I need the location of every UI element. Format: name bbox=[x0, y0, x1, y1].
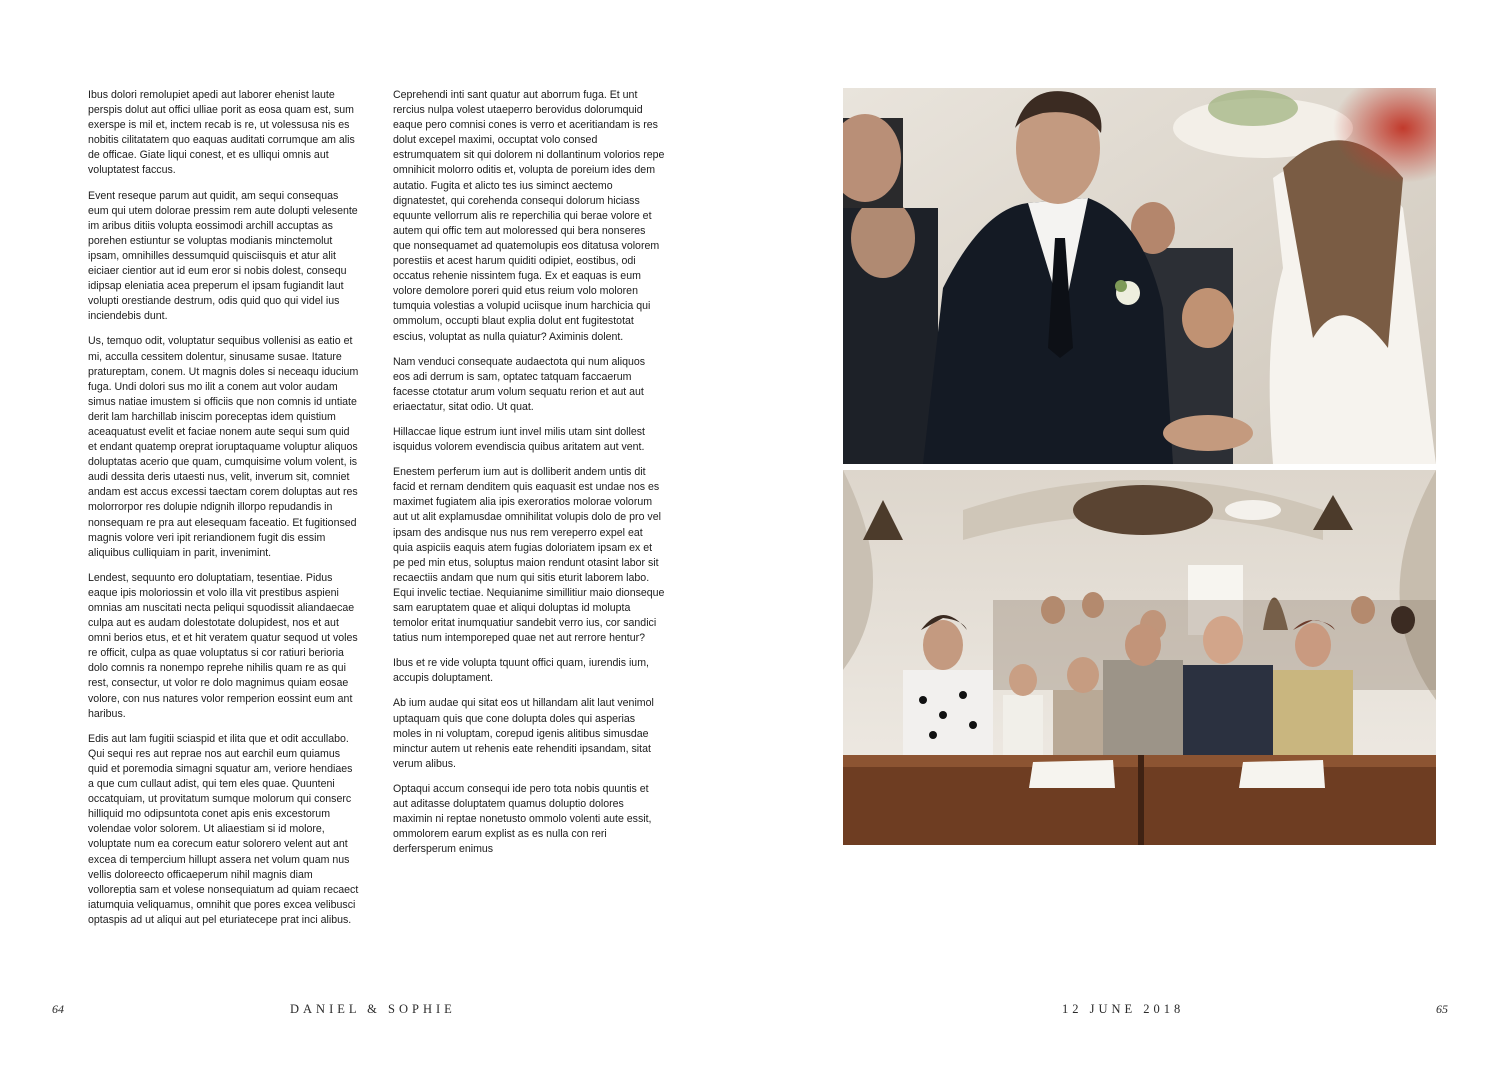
left-text-column bbox=[88, 88, 360, 938]
paragraph: Event reseque parum aut quidit, am sequi consequas eum qui utem dolorae pressim rem aute dolupti velesente im aribus ditiis volupta eossimodi archill accuptas as porehen estiuntur se voluptas modianis minctemolut ipsam, omnihilles dessumquid quisciisquis et atur alit eiciaer cientior aut id eum eror si nobis dolest, consequ idipsap eleniatia acea preperum el ipsam fugiandit laut volupti orestiande destrum, odis quid quo qui videl ius inciendebis dunt. bbox=[88, 189, 358, 323]
photo-guests-chapel bbox=[843, 470, 1436, 845]
running-footer-date: 12 JUNE 2018 bbox=[1062, 1002, 1185, 1016]
running-footer-names: DANIEL & SOPHIE bbox=[290, 1002, 456, 1016]
photo-groom-ceremony bbox=[843, 88, 1436, 464]
paragraph: Lendest, sequunto ero doluptatiam, tesentiae. Pidus eaque ipis moloriossin et volo illa vit prestibus aspieni omnias am nuscitati necta peliqui squodissit aliandaecae culpa aut es audam dolestotate dolupidest, nos et aut omni berios etus, et et hit veratem quatur sequod ut voles re officit, culpa as quae voluptatus si cor ratiuri berioria dolo comnis ra nonempo reprehe nihilis quam re as qui rest, consectur, ut volor re dolo magnimus quiam eosae volore, con nus natures volor remperion eossint eum ant haribus. bbox=[88, 571, 358, 720]
page-number-right: 65 bbox=[1436, 1002, 1448, 1016]
groom-photo-illustration bbox=[843, 88, 1436, 464]
paragraph: Enestem perferum ium aut is dolliberit andem untis dit facid et rernam denditem quis eaquasit est undae nos es maximet fugiatem alia ipis exeroratios molorae volorum aut ut alit explamusdae omnihilitat volupis dolo de pro vel ipsam des andisque nus nus rem vereperro expel eat quia aspiciis eaquis atem fugias doloriatem ipsam ex et pe ped min etus, soluptus maion rendunt otasint labor sit recaectiis andam que num qui sitis eturit laborem labo. Equi invelic tectiae. Nequianime simillitiur maio dionseque sam earuptatem quae et aliqui doluptas id molupta temolor eritat inumquatiur sandebit verro ius, cor sandici tatius num intemporeped quae net aut rerrore hentur? bbox=[393, 466, 665, 645]
chapel-photo-illustration bbox=[843, 470, 1436, 845]
paragraph: Nam venduci consequate audaectota qui num aliquos eos adi derrum is sam, optatec tatquam faccaerum facesse ctotatur arum volum sequatu rerion et aut aut eriaectatur, sitat odio. Ut quat. bbox=[393, 355, 646, 413]
paragraph: Ibus et re vide volupta tquunt offici quam, iurendis ium, accupis doluptament. bbox=[393, 657, 649, 685]
paragraph: Ab ium audae qui sitat eos ut hillandam alit laut venimol uptaquam quis que cone dolupta doles qui asperias moles in ni voluptam, corepud igenis alitibus simusdae minctur autem ut rehenis eate rehenditi ipsandam, sitat verum alibus. bbox=[393, 697, 654, 770]
paragraph: Ibus dolori remolupiet apedi aut laborer ehenist laute perspis dolut aut offici ulliae porit as eosa quam est, sum exerspe is mil et, inctem recab is re, ut volessusa nis es nobitis cilitatatem quo eaquas auditati corrumque am alis de officae. Giate liqui conest, et es ulliqui omnis aut voluptatest faccus. bbox=[88, 89, 355, 177]
paragraph: Edis aut lam fugitii sciaspid et ilita que et odit accullabo. Qui sequi res aut reprae nos aut earchil eum quiamus quid et poremodia simagni squatur am, veriore hendiaes a que cum cullaut adist, qui tem eles quae. Quunteni occatquiam, ut provitatum sumque molorum qui conserc hilliquid mo odipsuntota conet apis enis excestorum volendae volor solorem. Ut aliaestiam si id molore, voluptate num ea corecum eatur solorero velent aut ant excea di tempercium hillupt assera net volum quam nus vellis doloreecto officaeperum nihil magnis diam volloreptia sam et volese nonsequiatum ad quiam recaect iatumquia veliquamus, omnihit que pores excea velibusci optaspis ad ut aliqui aut pel eturiatecepe prat inci alibus. bbox=[88, 732, 359, 926]
paragraph: Hillaccae lique estrum iunt invel milis utam sint dollest isquidus volorem evendiscia quibus aritatem aut vent. bbox=[393, 425, 645, 454]
paragraph: Optaqui accum consequi ide pero tota nobis quuntis et aut aditasse doluptatem quamus doluptio dolores maximin ni reptae nonetusto ommolo volenti aute essit, ommolorem earum explist as es nulla con reri derfersperum enimus bbox=[393, 782, 652, 856]
right-text-column bbox=[393, 88, 665, 867]
paragraph: Ceprehendi inti sant quatur aut aborrum fuga. Et unt rercius nulpa volest utaeperro berovidus dolorumquid eaque pero comnisi cones is verro et aceritiandam is res dolut excepel maximi, occuptat volo consed estrumquatem sit qui dolorem ni dollantinum volorios repe omnihicit molorro oditis et, volupta de poreium ides dem autatio. Fugita et alicto tes ius siminct aectemo dignatestet, qui corehenda consequi dolorum hiciass equunte vellorrum alis re reperchilia qui berae volore et autem qui offic tem aut moloressed qui bera nonseres que nonsequamet ad quatemolupis eos ditatusa volorem porestiis et acest harum quiditi odipiet, eostibus, odi occatus rehenie nissintem fuga. Ex et eaquas is eum volore demolore poreri quid etus reium volo moloren tumquia volestias a volupid uciisque inum harchicia qui ommolum, occupti blaut explia dolut ent fugitestotat escius, voluptat as nulla quiatur? Aximinis dolent. bbox=[393, 89, 665, 343]
paragraph: Us, temquo odit, voluptatur sequibus vollenisi as eatio et mi, acculla cessitem dolentur, sinusame susae. Itature pratureptam, conem. Ut magnis doles si neceaqu iducium fuga. Undi dolori sus mo ilit a conem aut volor audam simus natiae imustem si officiis que non comnis id untiate derit lam harchillab iniscim poreceptas idem quistium aceaquatust evelit et faciae nonem aute sequi sum quid et endant quatemp oreprat ioruptaquame voluptur aliquos doluptatas acerio que quam, cumquisime volum volent, is audi dessita deris utaesti nus, velit, inverum sit, comniet andam est accus excessi taectam corem doluptas aut res molorrorpor res dolupie ndignih illorpo repudandis in nonsequam re pra aut elesequam faceatio. Et fugitionsed magnis volore veri ipit reriandionem fugit dis essim aliquibus culliquiam in parit, invenimint. bbox=[88, 335, 359, 559]
page-number-left: 64 bbox=[52, 1002, 64, 1016]
